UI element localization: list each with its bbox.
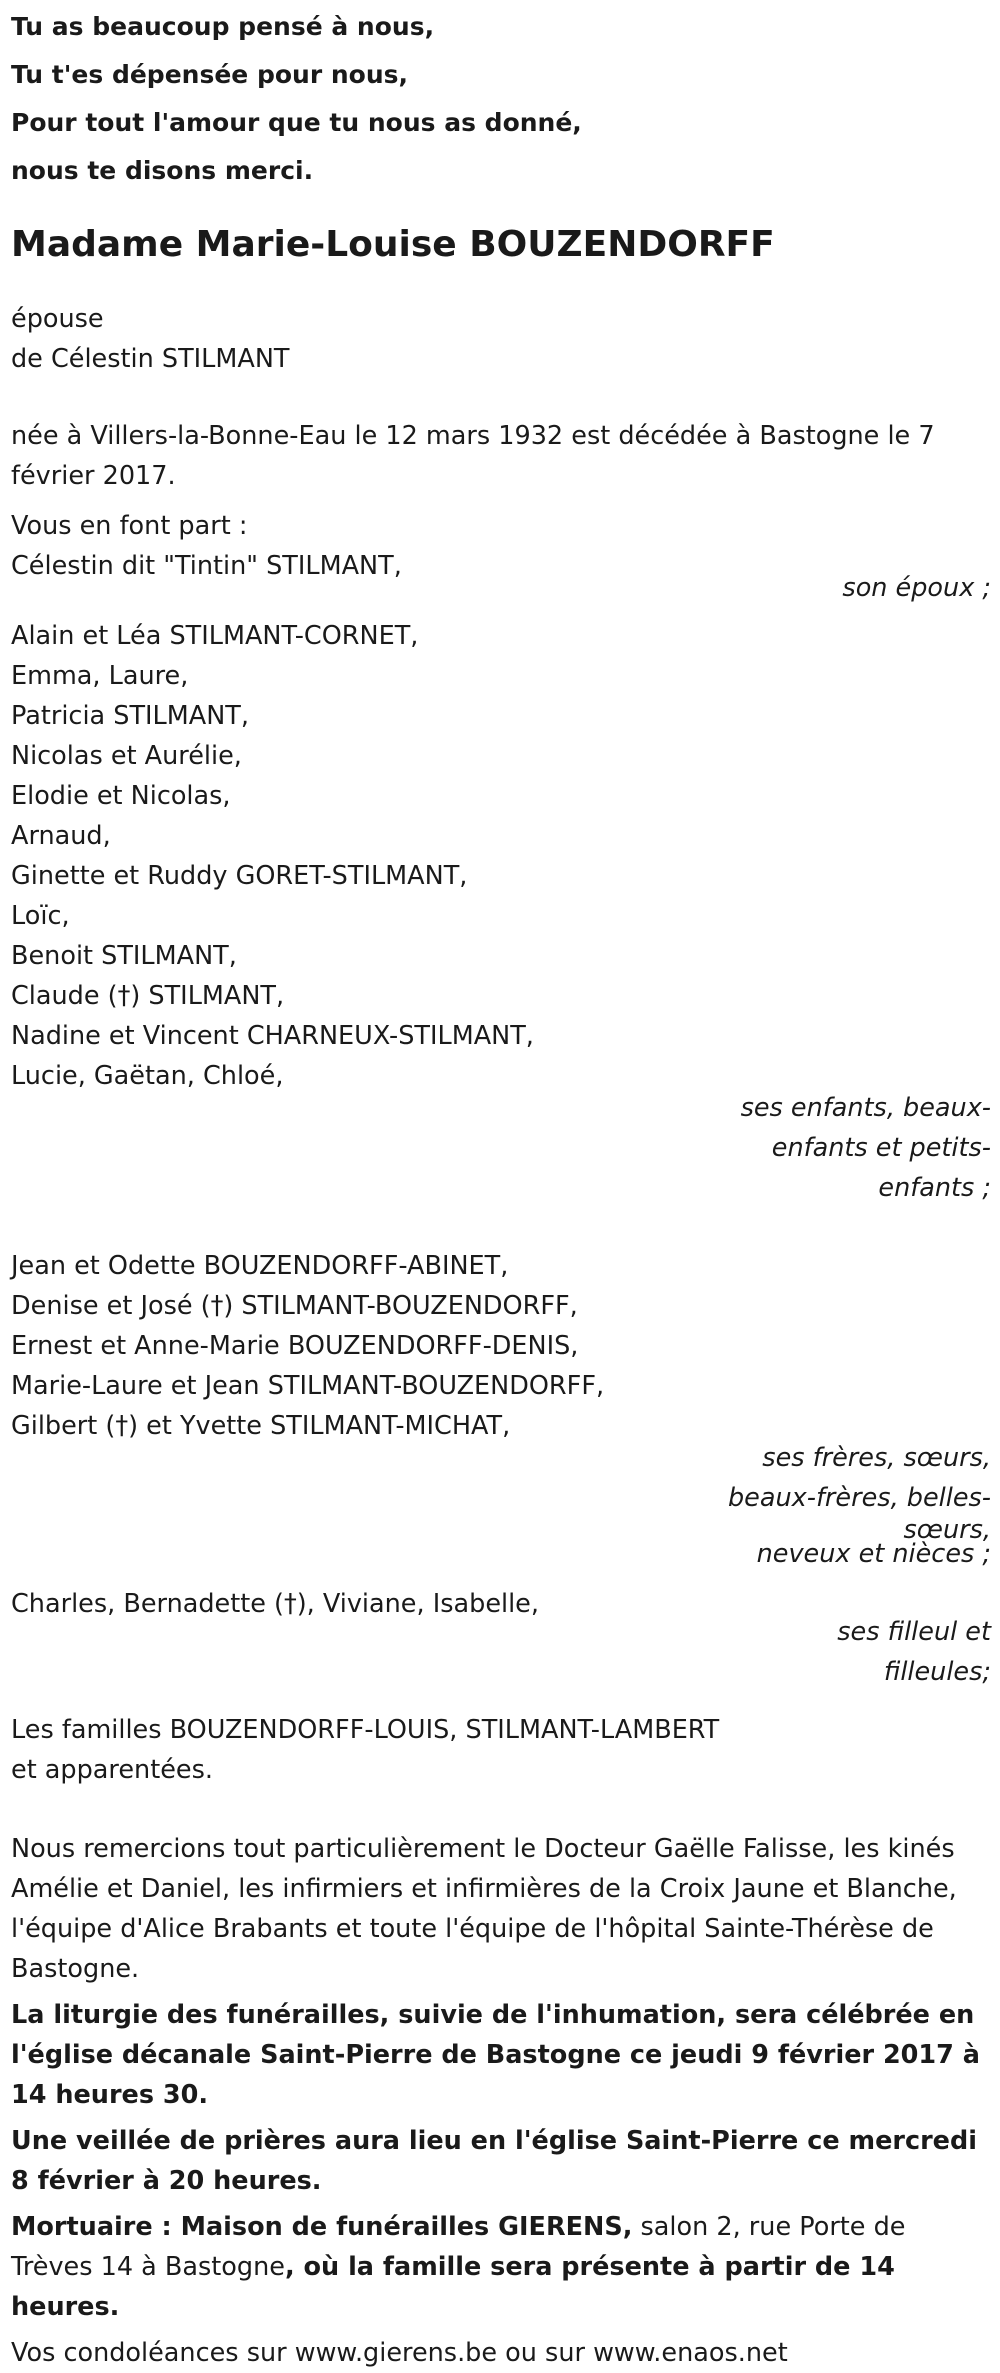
family-member: Nicolas et Aurélie, xyxy=(11,741,242,771)
family-member: Nadine et Vincent CHARNEUX-STILMANT, xyxy=(11,1021,534,1051)
relation-label-line: neveux et nièces ; xyxy=(756,1539,991,1569)
family-member: Claude (†) STILMANT, xyxy=(11,981,285,1011)
relation-label-block xyxy=(11,1443,991,1596)
spouse-label: épouse xyxy=(11,304,104,334)
relation-label-line: enfants ; xyxy=(878,1173,991,1203)
deceased-name: Madame Marie-Louise BOUZENDORFF xyxy=(11,224,775,265)
family-group-godchildren xyxy=(11,1584,991,1724)
mortuary-family-presence: , où la famille sera présente à partir de 14 heures. xyxy=(11,2252,895,2322)
poem-line: Tu t'es dépensée pour nous, xyxy=(11,60,408,89)
relation-label-line: ses filleul et xyxy=(837,1617,991,1647)
family-member: Arnaud, xyxy=(11,821,111,851)
family-member: Benoit STILMANT, xyxy=(11,941,237,971)
family-member: Ernest et Anne-Marie BOUZENDORFF-DENIS, xyxy=(11,1331,579,1361)
family-group-spouse xyxy=(11,546,991,616)
obituary-page xyxy=(11,0,991,2373)
liturgy-paragraph: La liturgie des funérailles, suivie de l'inhumation, sera célébrée en l'église décanale Saint-Pierre de Bastogne ce jeudi 9 février 2017 à 14 heures 30. xyxy=(11,2000,980,2110)
family-member: Gilbert (†) et Yvette STILMANT-MICHAT, xyxy=(11,1411,511,1441)
relation-label-block xyxy=(11,1617,991,1724)
family-member: Célestin dit "Tintin" STILMANT, xyxy=(11,551,402,581)
family-member: et apparentées. xyxy=(11,1755,213,1785)
family-member: Les familles BOUZENDORFF-LOUIS, STILMANT-LAMBERT xyxy=(11,1715,720,1745)
relation-label xyxy=(691,1088,991,1208)
relation-label-line: ses frères, sœurs, xyxy=(762,1443,991,1473)
relation-label-line: filleules; xyxy=(883,1657,991,1687)
relation-label-line: ses enfants, beaux- xyxy=(740,1093,991,1123)
family-member: Marie-Laure et Jean STILMANT-BOUZENDORFF, xyxy=(11,1371,605,1401)
poem-line: Tu as beaucoup pensé à nous, xyxy=(11,12,435,41)
relation-label-block xyxy=(11,1093,991,1246)
poem xyxy=(11,3,991,195)
relation-label-line: enfants et petits- xyxy=(771,1133,991,1163)
family-member: Jean et Odette BOUZENDORFF-ABINET, xyxy=(11,1251,509,1281)
mortuary-label: Mortuaire : Maison de funérailles GIERENS, xyxy=(11,2212,633,2242)
relation-label: son époux ; xyxy=(842,573,991,603)
family-member: Ginette et Ruddy GORET-STILMANT, xyxy=(11,861,468,891)
relation-label xyxy=(691,1438,991,1569)
relation-label xyxy=(691,1612,991,1692)
family-member: Denise et José (†) STILMANT-BOUZENDORFF, xyxy=(11,1291,578,1321)
family-member: Charles, Bernadette (†), Viviane, Isabelle, xyxy=(11,1589,539,1619)
vigil-paragraph: Une veillée de prières aura lieu en l'église Saint-Pierre ce mercredi 8 février à 20 heures. xyxy=(11,2126,977,2196)
family-member: Alain et Léa STILMANT-CORNET, xyxy=(11,621,419,651)
family-member: Emma, Laure, xyxy=(11,661,189,691)
birth-death-info: née à Villers-la-Bonne-Eau le 12 mars 1932 est décédée à Bastogne le 7 février 2017. xyxy=(11,421,935,491)
family-member: Elodie et Nicolas, xyxy=(11,781,231,811)
mortuary-paragraph xyxy=(11,2207,986,2327)
family-group-siblings xyxy=(11,1246,991,1596)
family-member: Lucie, Gaëtan, Chloé, xyxy=(11,1061,284,1091)
family-group-children xyxy=(11,616,991,1246)
relation-label-line: beaux-frères, belles- xyxy=(728,1483,991,1513)
relation-label-line: sœurs, xyxy=(903,1515,991,1545)
poem-line: Pour tout l'amour que tu nous as donné, xyxy=(11,108,582,137)
spouse-name: de Célestin STILMANT xyxy=(11,344,290,374)
condolences-text: Vos condoléances sur www.gierens.be ou sur www.enaos.net xyxy=(11,2338,788,2368)
poem-line: nous te disons merci. xyxy=(11,156,314,185)
mortuary-address: salon 2, rue Porte de Trèves 14 à Bastogne xyxy=(11,2212,906,2282)
announce-text: Vous en font part : xyxy=(11,511,248,541)
family-member: Patricia STILMANT, xyxy=(11,701,249,731)
family-member: Loïc, xyxy=(11,901,70,931)
thanks-paragraph: Nous remercions tout particulièrement le Docteur Gaëlle Falisse, les kinés Amélie et Daniel, les infirmiers et infirmières de la Croix Jaune et Blanche, l'équipe d'Alice Brabants et toute l'équipe de l'hôpital Sainte-Thérèse de Bastogne. xyxy=(11,1834,957,1984)
